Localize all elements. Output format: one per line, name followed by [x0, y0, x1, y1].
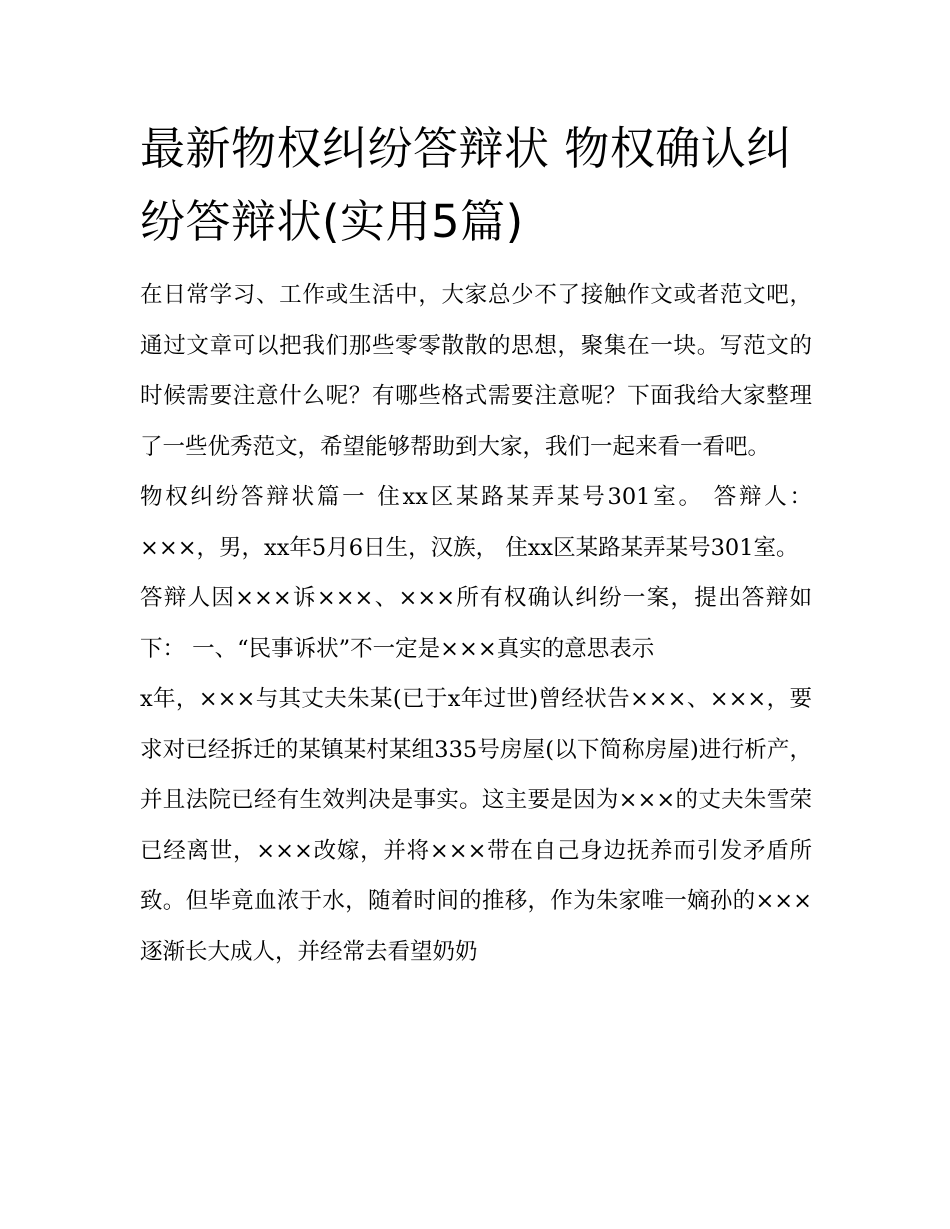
paragraph-respondent: 物权纠纷答辩状篇一 住xx区某路某弄某号301室。 答辩人：×××，男，xx年5月6日生，汉族， 住xx区某路某弄某号301室。	[140, 484, 812, 561]
document-title: 最新物权纠纷答辩状 物权确认纠纷答辩状(实用5篇)	[140, 122, 792, 248]
document-content	[140, 112, 812, 977]
document-body	[140, 270, 812, 977]
paragraph-background: x年，×××与其丈夫朱某(已于x年过世)曾经状告×××、×××，要求对已经拆迁的某镇某村某组335号房屋(以下简称房屋)进行析产，并且法院已经有生效判决是事实。这主要是因为×××的丈夫朱雪荣已经离世，×××改嫁，并将×××带在自己身边抚养而引发矛盾所致。但毕竟血浓于水，随着时间的推移，作为朱家唯一嫡孙的×××逐渐长大成人，并经常去看望奶奶	[140, 686, 812, 965]
paragraph-intro: 在日常学习、工作或生活中，大家总少不了接触作文或者范文吧，通过文章可以把我们那些零零散散的思想，聚集在一块。写范文的时候需要注意什么呢？有哪些格式需要注意呢？下面我给大家整理了一些优秀范文，希望能够帮助到大家，我们一起来看一看吧。	[140, 282, 812, 460]
paragraph-defense-intro: 答辩人因×××诉×××、×××所有权确认纠纷一案，提出答辩如下： 一、“民事诉状”不一定是×××真实的意思表示	[140, 585, 812, 662]
